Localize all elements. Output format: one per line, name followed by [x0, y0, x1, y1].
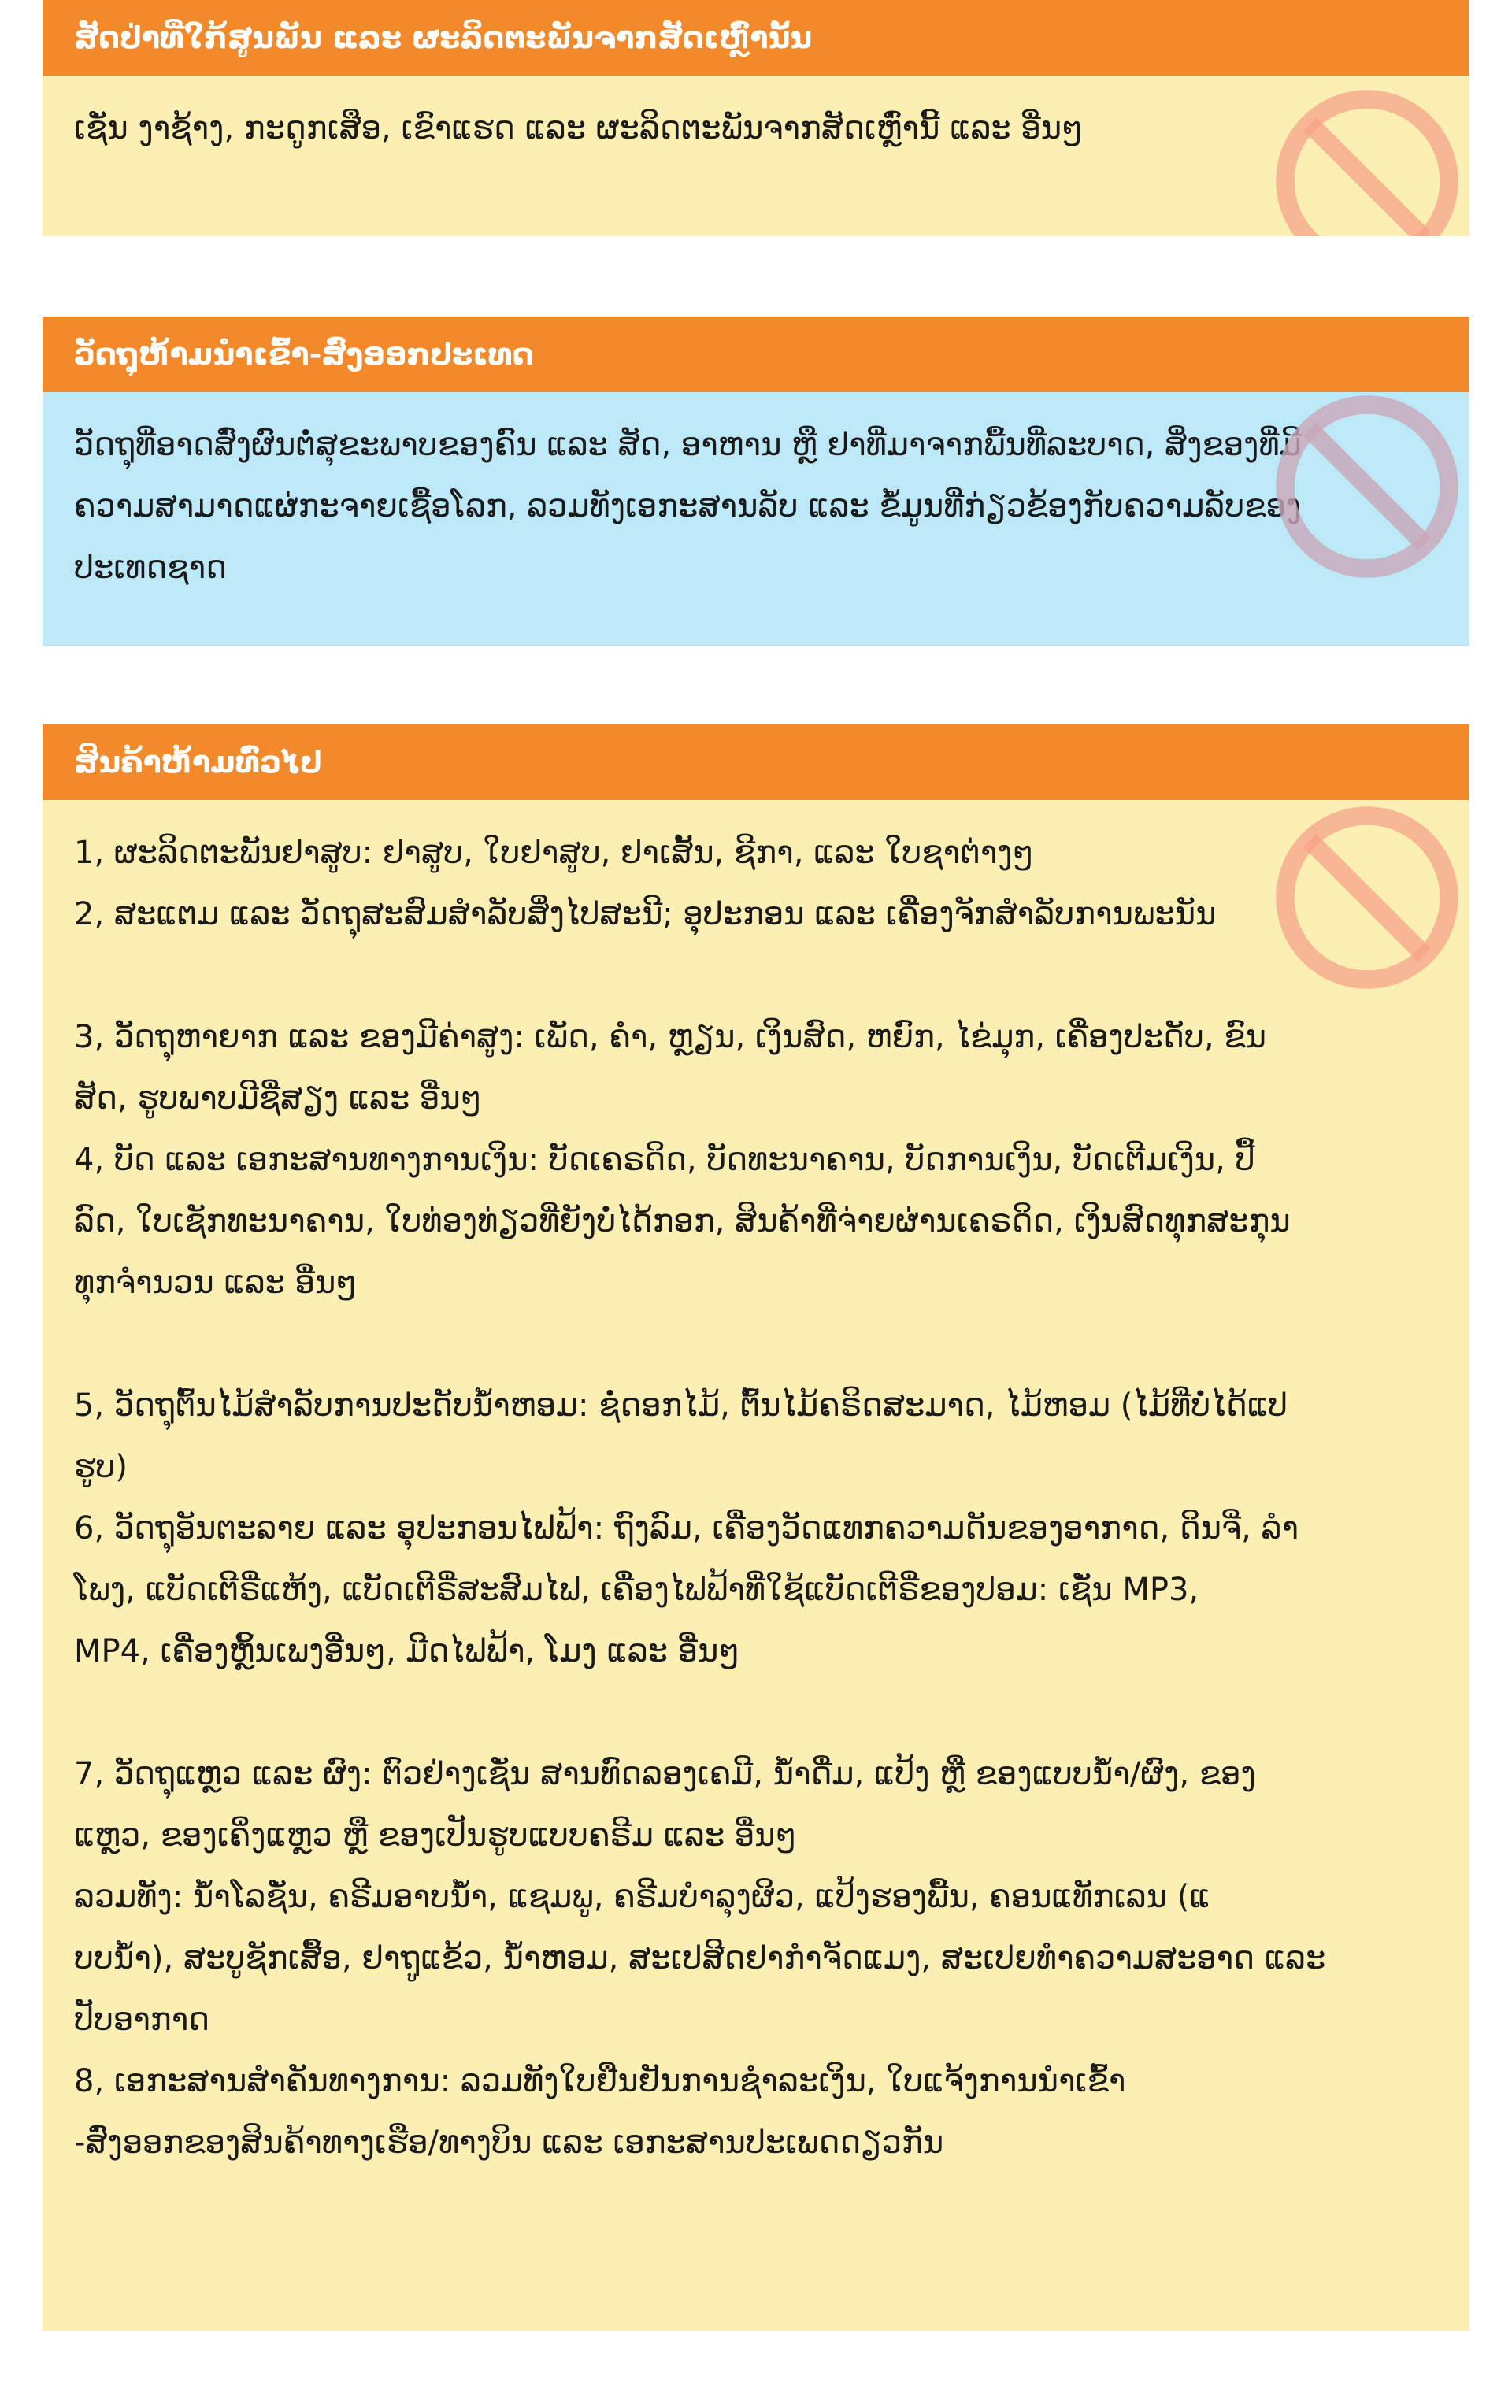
- body-line: 4, ບັດ ແລະ ເອກະສານທາງການເງິນ: ບັດເຄຣດິດ, ບັດທະນາຄານ, ບັດການເງິນ, ບັດເຕີມເງິນ, ປື້: [74, 1142, 1255, 1178]
- body-line: ຮູບ): [74, 1449, 128, 1485]
- body-line: -ສົ່ງອອກຂອງສິນຄ້າທາງເຮືອ/ທາງບິນ ແລະ ເອກະສານປະເພດດຽວກັນ: [74, 2125, 944, 2161]
- body-line: 6, ວັດຖຸອັນຕະລາຍ ແລະ ອຸປະກອນໄຟຟ້າ: ຖົງລົມ, ເຄື່ອງວັດແທກຄວາມດັນຂອງອາກາດ, ດິນຈີ່, ລຳ: [74, 1510, 1299, 1547]
- prohibited-icon: [1265, 795, 1469, 1000]
- section-import-export-ban: [43, 317, 1469, 646]
- body-line: ແຫຼວ, ຂອງເຄິ່ງແຫຼວ ຫຼື ຂອງເປັນຮູບແບບຄຣີມ ແລະ ອື່ນໆ: [74, 1817, 797, 1854]
- blank-line: [74, 1682, 1383, 1743]
- section-endangered-animals: [43, 0, 1469, 236]
- body-line: 1, ຜະລິດຕະພັນຢາສູບ: ຢາສູບ, ໃບຢາສູບ, ຢາເສັ້ນ, ຊີກາ, ແລະ ໃບຊາຕ່າງໆ: [74, 835, 1034, 871]
- body-line: ຄວາມສາມາດແຜ່ກະຈາຍເຊື້ອໂລກ, ລວມທັງເອກະສານລັບ ແລະ ຂໍ້ມູນທີ່ກ່ຽວຂ້ອງກັບຄວາມລັບຂອງ: [74, 488, 1302, 524]
- blank-line: [74, 945, 1383, 1006]
- section-title: ວັດຖຸຫ້າມນຳເຂົ້າ-ສົ່ງອອກປະເທດ: [43, 317, 1469, 392]
- body-line: 3, ວັດຖຸຫາຍາກ ແລະ ຂອງມີຄ່າສູງ: ເພັດ, ຄຳ, ຫຼຽນ, ເງິນສົດ, ຫຍົກ, ໄຂ່ມຸກ, ເຄື່ອງປະດັບ, ຂົນ: [74, 1019, 1266, 1055]
- body-line: ປະເທດຊາດ: [74, 550, 227, 586]
- prohibited-icon: [1265, 384, 1469, 589]
- body-line: 8, ເອກະສານສຳຄັນທາງການ: ລວມທັງໃບຢືນຢັນການຊຳລະເງິນ, ໃບແຈ້ງການນຳເຂົ້າ: [74, 2063, 1126, 2099]
- section-title: ສິນຄ້າຫ້າມທົ່ວໄປ: [43, 724, 1469, 800]
- body-line: MP4, ເຄື່ອງຫຼິ້ນເພງອື່ນໆ, ມີດໄຟຟ້າ, ໂມງ ແລະ ອື່ນໆ: [74, 1633, 740, 1669]
- blank-line: [74, 1313, 1383, 1375]
- body-line: 7, ວັດຖຸແຫຼວ ແລະ ຜົງ: ຕົວຢ່າງເຊັ່ນ ສານທົດລອງເຄມີ, ນ້ຳດື່ມ, ແປ້ງ ຫຼື ຂອງແບບນ້ຳ/ຜົງ, ຂອງ: [74, 1756, 1256, 1792]
- body-line: ບບນ້ຳ), ສະບູຊັກເສື້ອ, ຢາຖູແຂ້ວ, ນ້ຳຫອມ, ສະເປສີດຢາກຳຈັດແມງ, ສະເປຍທຳຄວາມສະອາດ ແລະ: [74, 1940, 1326, 1976]
- section-body: [43, 800, 1469, 2331]
- body-line: ລົດ, ໃບເຊັກທະນາຄານ, ໃບທ່ອງທ່ຽວທີ່ຍັງບໍ່ໄດ້ກອກ, ສິນຄ້າທີ່ຈ່າຍຜ່ານເຄຣດິດ, ເງິນສົດທຸກສະກຸນ: [74, 1203, 1291, 1239]
- body-line: ສັດ, ຮູບພາບມີຊື່ສຽງ ແລະ ອື່ນໆ: [74, 1080, 482, 1117]
- body-line: ໂພງ, ແບັດເຕີຣີ່ແຫ້ງ, ແບັດເຕີຣີ່ສະສົມໄຟ, ເຄື່ອງໄຟຟ້າທີ່ໃຊ້ແບັດເຕີຣີ່ຂອງປອມ: ເຊັ່ນ MP3,: [74, 1572, 1199, 1608]
- body-line: ເຊັ່ນ ງາຊ້າງ, ກະດູກເສືອ, ເຂົາແຮດ ແລະ ຜະລິດຕະພັນຈາກສັດເຫຼົ່ານີ້ ແລະ ອື່ນໆ: [74, 110, 1084, 146]
- body-line: 2, ສະແຕມ ແລະ ວັດຖຸສະສົມສຳລັບສິ່ງໄປສະນີ; ອຸປະກອນ ແລະ ເຄື່ອງຈັກສຳລັບການພະນັນ: [74, 896, 1217, 932]
- section-body: [43, 392, 1469, 646]
- body-line: ປັບອາກາດ: [74, 2002, 210, 2038]
- section-general-prohibited: [43, 724, 1469, 2331]
- body-line: 5, ວັດຖຸຕົ້ນໄມ້ສຳລັບການປະດັບນ້ຳຫອມ: ຊໍ່ດອກໄມ້, ຕົ້ນໄມ້ຄຣິດສະມາດ, ໄມ້ຫອມ (ໄມ້ທີ່ບໍ່ໄດ້ແປ: [74, 1387, 1288, 1424]
- body-line: ວັດຖຸທີ່ອາດສົ່ງຜົນຕໍ່ສຸຂະພາບຂອງຄົນ ແລະ ສັດ, ອາຫານ ຫຼື ຢາທີ່ມາຈາກພື້ນທີ່ລະບາດ, ສິ່ງຂອງທີ່ມີ: [74, 427, 1302, 463]
- body-line: ລວມທັງ: ນ້ຳໂລຊັ່ນ, ຄຣີມອາບນ້ຳ, ແຊມພູ, ຄຣີມບຳລຸງຜິວ, ແປ້ງຮອງພື້ນ, ຄອນແທັກເລນ (ແ: [74, 1879, 1210, 1915]
- section-title: ສັດປ່າທີ່ໃກ້ສູນພັນ ແລະ ຜະລິດຕະພັນຈາກສັດເຫຼົ່ານັ້ນ: [43, 0, 1469, 76]
- prohibited-icon: [1265, 79, 1469, 236]
- section-body: [43, 76, 1469, 236]
- body-line: ທຸກຈຳນວນ ແລະ ອື່ນໆ: [74, 1265, 358, 1301]
